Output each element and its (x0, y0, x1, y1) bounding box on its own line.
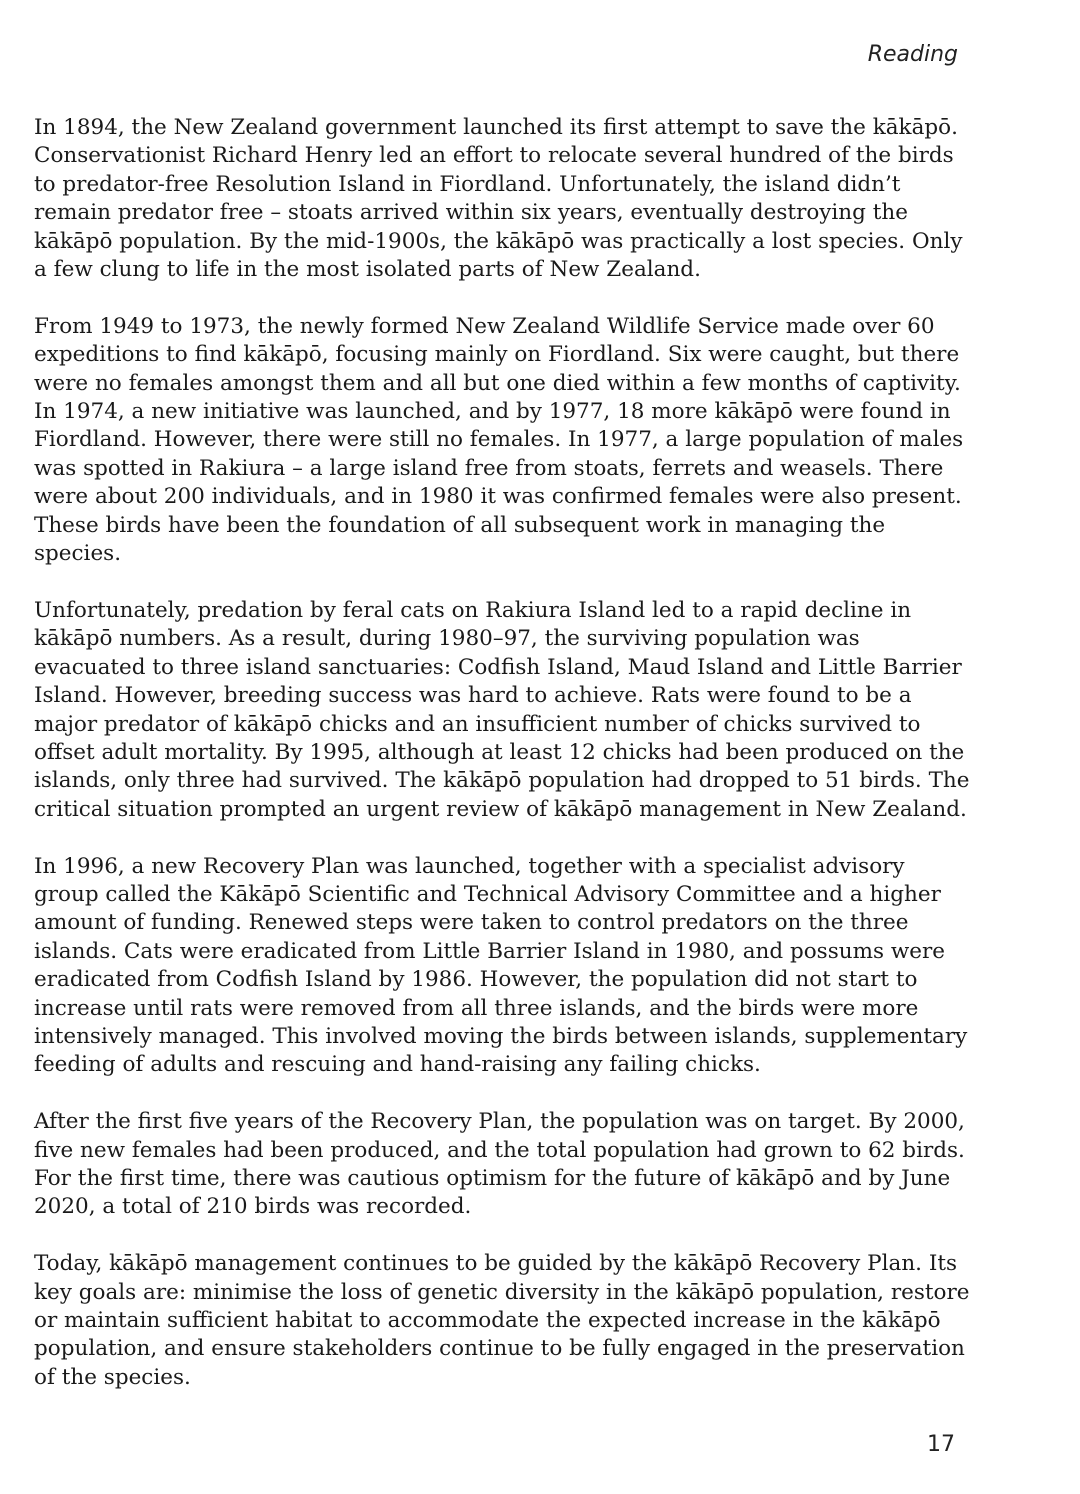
paragraph-recovery-plan-1996: In 1996, a new Recovery Plan was launched, together with a specialist advisory group called the Kākāpō Scientific and Technical Advisory Committee and a higher amount of funding. Renewed steps were taken to control predators on the three islands. Cats were eradicated from Little Barrier Island in 1980, and possums were eradicated from Codfish Island by 1986. However, the population did not start to increase until rats were removed from all three islands, and the birds were more intensively managed. This involved moving the birds between islands, supplementary feeding of adults and rescuing and hand-raising any failing chicks. (34, 853, 968, 1078)
page-number: 17 (927, 1432, 955, 1457)
running-header: Reading (867, 42, 958, 67)
paragraph-rakiura-predation: Unfortunately, predation by feral cats on Rakiura Island led to a rapid decline in kākāpō numbers. As a result, during 1980–97, the surviving population was evacuated to three island sanctuaries: Codfish Island, Maud Island and Little Barrier Island. However, breeding success was hard to achieve. Rats were found to be a major predator of kākāpō chicks and an insufficient number of chicks survived to offset adult mortality. By 1995, although at least 12 chicks had been produced on the islands, only three had survived. The kākāpō population had dropped to 51 birds. The critical situation prompted an urgent review of kākāpō management in New Zealand. (34, 597, 970, 822)
paragraph-population-on-target: After the first five years of the Recovery Plan, the population was on target. By 2000, five new females had been produced, and the total population had grown to 62 birds. For the first time, there was cautious optimism for the future of kākāpō and by June 2020, a total of 210 birds was recorded. (34, 1109, 965, 1220)
paragraph-today-key-goals: Today, kākāpō management continues to be guided by the kākāpō Recovery Plan. Its key goals are: minimise the loss of genetic diversity in the kākāpō population, restore or maintain sufficient habitat to accommodate the expected increase in the kākāpō population, and ensure stakeholders continue to be fully engaged in the preservation of the species. (34, 1251, 970, 1390)
body-text (34, 114, 974, 1421)
paragraph-1894-resolution-island: In 1894, the New Zealand government launched its first attempt to save the kākāpō. Conservationist Richard Henry led an effort to relocate several hundred of the birds to predator-free Resolution Island in Fiordland. Unfortunately, the island didn’t remain predator free – stoats arrived within six years, eventually destroying the kākāpō population. By the mid-1900s, the kākāpō was practically a lost species. Only a few clung to life in the most isolated parts of New Zealand. (34, 115, 963, 283)
paragraph-wildlife-service-expeditions: From 1949 to 1973, the newly formed New Zealand Wildlife Service made over 60 expeditions to find kākāpō, focusing mainly on Fiordland. Six were caught, but there were no females amongst them and all but one died within a few months of captivity. In 1974, a new initiative was launched, and by 1977, 18 more kākāpō were found in Fiordland. However, there were still no females. In 1977, a large population of males was spotted in Rakiura – a large island free from stoats, ferrets and weasels. There were about 200 individuals, and in 1980 it was confirmed females were also present. These birds have been the foundation of all subsequent work in managing the species. (34, 313, 964, 567)
